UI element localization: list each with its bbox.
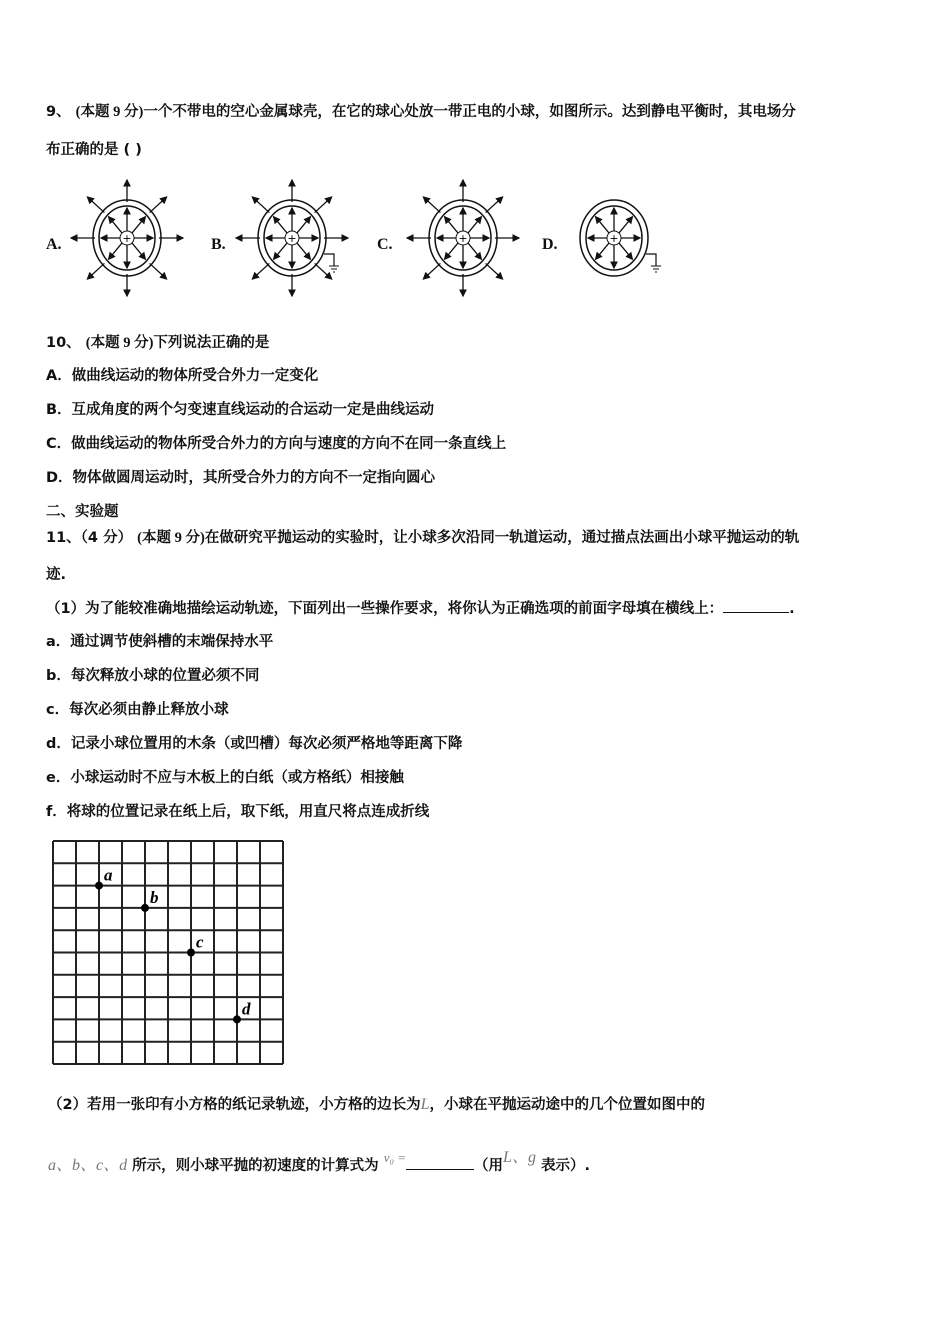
q11-item-a: a．通过调节使斜槽的末端保持水平: [46, 634, 274, 650]
q11-part2-text4: （用: [474, 1158, 504, 1174]
field-line-arrow: [596, 243, 609, 259]
q9-option-label: A.: [46, 236, 62, 253]
q10-option-c: C．做曲线运动的物体所受合外力的方向与速度的方向不在同一条直线上: [46, 436, 507, 452]
q10-stem: [46, 333, 269, 353]
field-line-arrow: [132, 243, 145, 259]
q10-option-b: B．互成角度的两个匀变速直线运动的合运动一定是曲线运动: [46, 402, 435, 418]
field-line-arrow: [445, 243, 458, 259]
field-line-arrow: [87, 197, 104, 213]
plus-charge-symbol: +: [458, 232, 468, 245]
q10-text: 下列说法正确的是: [153, 335, 270, 351]
field-line-arrow: [468, 243, 481, 259]
field-line-arrow: [150, 263, 167, 279]
ground-icon: [646, 254, 661, 272]
answer-blank-1[interactable]: [723, 598, 789, 613]
trajectory-grid-figure: [50, 838, 290, 1070]
q11-part2-line2: [48, 1149, 591, 1176]
field-line-arrow: [423, 197, 440, 213]
plus-charge-symbol: +: [122, 232, 132, 245]
field-line-arrow: [619, 217, 632, 233]
q10-option-d: D．物体做圆周运动时，其所受合外力的方向不一定指向圆心: [46, 470, 436, 486]
q9-number: 9、: [46, 104, 71, 120]
q11-item-b: b．每次释放小球的位置必须不同: [46, 668, 260, 684]
section-heading: 二、实验题: [46, 504, 119, 520]
field-line-arrow: [486, 197, 503, 213]
var-v0: v₀ =: [383, 1150, 407, 1165]
q10-option-a: A．做曲线运动的物体所受合外力一定变化: [46, 368, 319, 384]
field-diagram-b: [232, 175, 362, 305]
field-line-arrow: [274, 217, 287, 233]
field-line-arrow: [423, 263, 440, 279]
q11-number: 11、（4 分）: [46, 530, 133, 546]
q11-score: (本题 9 分): [137, 530, 205, 546]
trajectory-point-a: [95, 882, 103, 890]
q11-item-e: e．小球运动时不应与木板上的白纸（或方格纸）相接触: [46, 770, 404, 786]
field-line-arrow: [315, 197, 332, 213]
field-line-arrow: [297, 243, 310, 259]
field-diagram-a: [67, 175, 197, 305]
trajectory-point-d: [233, 1015, 241, 1023]
q9-line1: [46, 102, 796, 122]
q10-score: (本题 9 分): [85, 335, 154, 351]
field-line-arrow: [109, 243, 122, 259]
q10-number: 10、: [46, 335, 81, 351]
q9-text: 一个不带电的空心金属球壳，在它的球心处放一带正电的小球，如图所示。达到静电平衡时，其电场分: [143, 104, 796, 120]
field-line-arrow: [297, 217, 310, 233]
q11-text: 在做研究平抛运动的实验时，让小球多次沿同一轨道运动，通过描点法画出小球平抛运动的轨: [204, 530, 800, 546]
q11-part2-text2: ，小球在平抛运动途中的几个位置如图中的: [429, 1097, 705, 1113]
field-line-arrow: [596, 217, 609, 233]
field-line-arrow: [252, 263, 269, 279]
q11-part2-line1: [48, 1095, 705, 1115]
plus-charge-symbol: +: [287, 232, 297, 245]
q11-part2-text3: 所示，则小球平抛的初速度的计算式为: [132, 1158, 379, 1174]
field-line-arrow: [150, 197, 167, 213]
field-line-arrow: [445, 217, 458, 233]
field-diagram-c: [403, 175, 533, 305]
q11-part1: [46, 598, 795, 619]
trajectory-point-c: [187, 949, 195, 957]
field-line-arrow: [132, 217, 145, 233]
q9-option-label: D.: [542, 236, 558, 253]
q11-line1: [46, 528, 799, 548]
plus-charge-symbol: +: [609, 232, 619, 245]
trajectory-point-b: [141, 904, 149, 912]
var-L-g: L、g: [503, 1149, 536, 1166]
field-line-arrow: [252, 197, 269, 213]
field-line-arrow: [619, 243, 632, 259]
q11-part2-text5: 表示）.: [541, 1158, 591, 1174]
q9-option-label: B.: [211, 236, 226, 253]
var-points: a、b、c、d: [48, 1157, 128, 1174]
answer-blank-2[interactable]: [406, 1155, 474, 1170]
q11-part2-text: （2）若用一张印有小方格的纸记录轨迹，小方格的边长为: [48, 1097, 421, 1113]
field-line-arrow: [468, 217, 481, 233]
q11-part1-end: .: [789, 601, 795, 617]
q11-item-c: c．每次必须由静止释放小球: [46, 702, 229, 718]
ground-icon: [324, 254, 339, 272]
point-label-b: b: [150, 887, 159, 907]
field-line-arrow: [486, 263, 503, 279]
point-label-c: c: [196, 932, 204, 952]
q9-score: (本题 9 分): [75, 104, 144, 120]
q11-item-f: f．将球的位置记录在纸上后，取下纸，用直尺将点连成折线: [46, 804, 430, 820]
field-line-arrow: [109, 217, 122, 233]
field-diagram-d: [554, 175, 684, 305]
field-line-arrow: [274, 243, 287, 259]
field-line-arrow: [87, 263, 104, 279]
q11-item-d: d．记录小球位置用的木条（或凹槽）每次必须严格地等距离下降: [46, 736, 463, 752]
q9-line2: 布正确的是 ( ): [46, 142, 142, 158]
q11-part1-text: （1）为了能较准确地描绘运动轨迹，下面列出一些操作要求，将你认为正确选项的前面字母填在横线上：: [46, 601, 724, 617]
q11-line2: 迹.: [46, 567, 67, 583]
q9-option-label: C.: [377, 236, 393, 253]
point-label-a: a: [104, 865, 113, 885]
point-label-d: d: [242, 999, 251, 1019]
var-L: L: [420, 1096, 430, 1113]
